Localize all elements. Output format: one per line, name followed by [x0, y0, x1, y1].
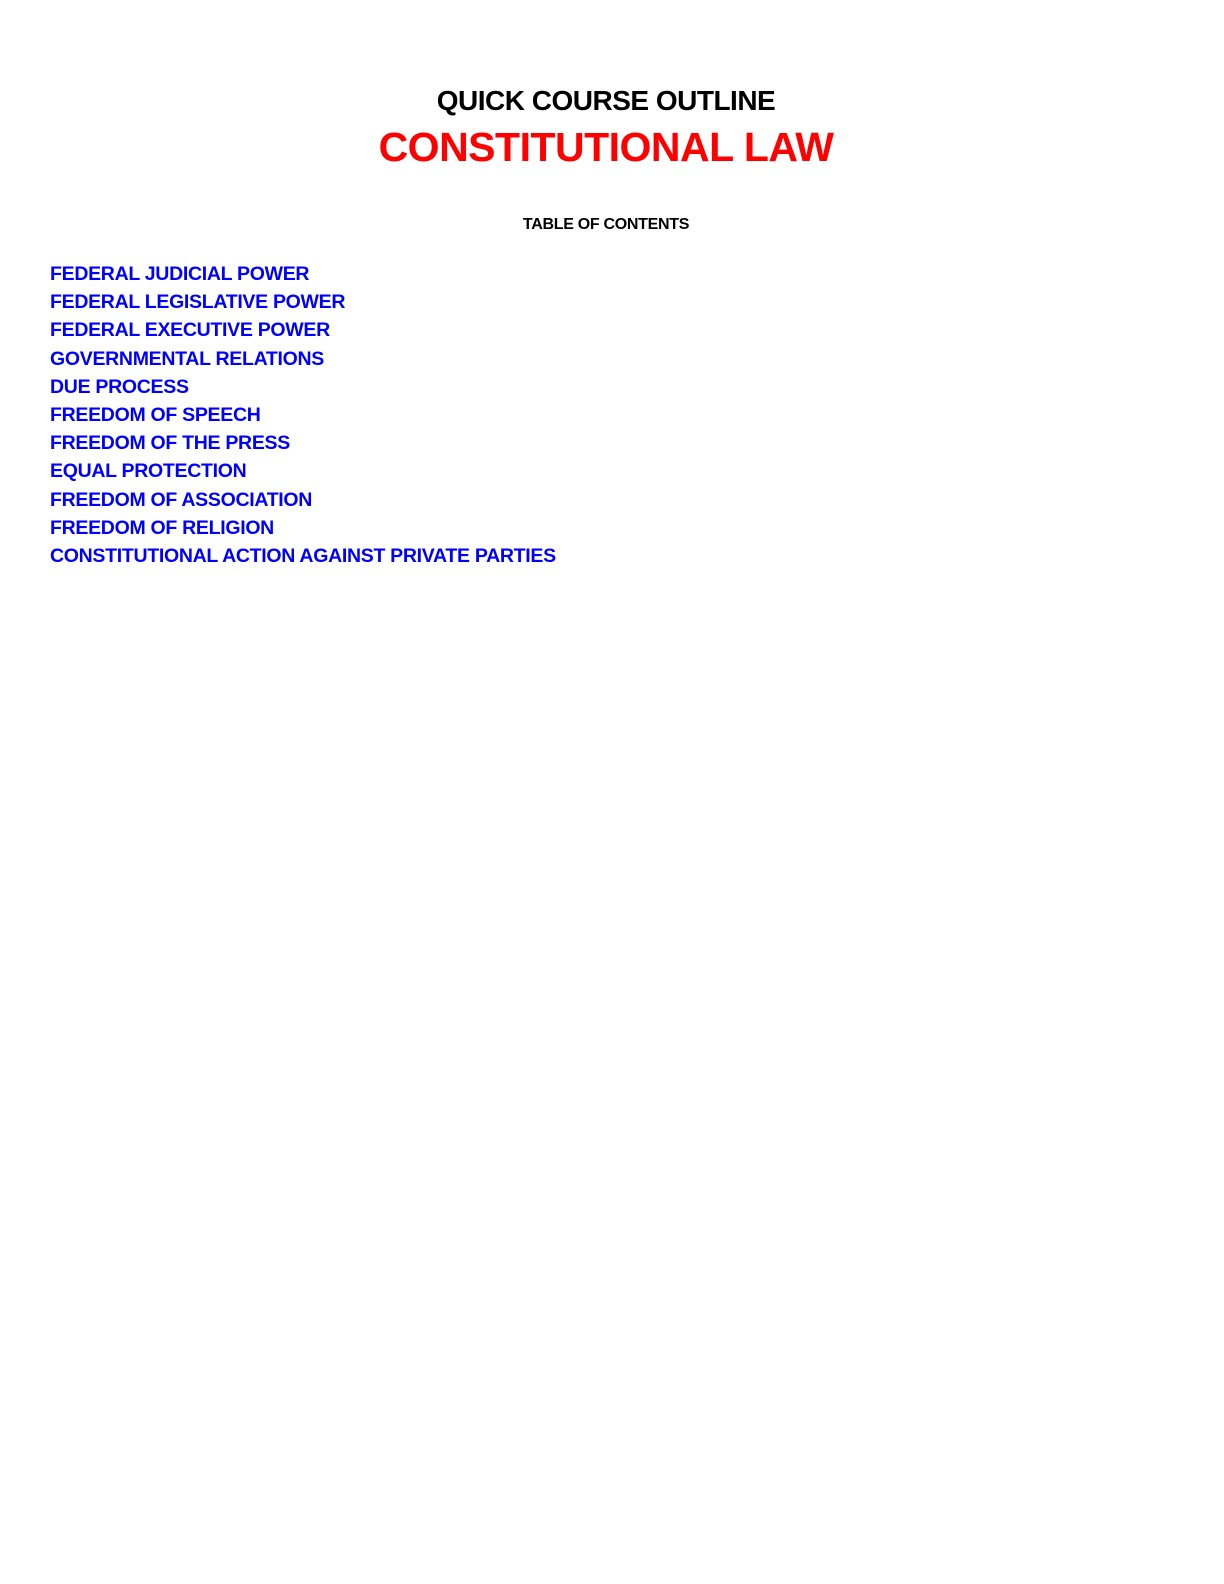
toc-link-freedom-of-association[interactable]: FREEDOM OF ASSOCIATION: [50, 488, 313, 511]
toc-link-federal-executive-power[interactable]: FEDERAL EXECUTIVE POWER: [50, 319, 330, 342]
document-title: CONSTITUTIONAL LAW: [378, 124, 834, 170]
toc-item: [50, 345, 556, 373]
toc-item: [50, 288, 556, 316]
course-outline-label: QUICK COURSE OUTLINE: [436, 85, 776, 116]
toc-link-due-process[interactable]: DUE PROCESS: [50, 375, 189, 398]
toc-item: [50, 260, 556, 288]
toc-item: [50, 373, 556, 401]
toc-link-freedom-of-the-press[interactable]: FREEDOM OF THE PRESS: [50, 432, 290, 455]
table-of-contents: [50, 260, 556, 570]
toc-link-governmental-relations[interactable]: GOVERNMENTAL RELATIONS: [50, 347, 324, 370]
toc-link-federal-judicial-power[interactable]: FEDERAL JUDICIAL POWER: [50, 263, 310, 285]
toc-link-equal-protection[interactable]: EQUAL PROTECTION: [50, 460, 247, 483]
toc-item: [50, 429, 556, 457]
toc-link-constitutional-action-against-private-parties[interactable]: CONSTITUTIONAL ACTION AGAINST PRIVATE PARTIES: [50, 544, 556, 567]
toc-link-freedom-of-speech[interactable]: FREEDOM OF SPEECH: [50, 403, 261, 426]
toc-item: [50, 486, 556, 514]
toc-link-freedom-of-religion[interactable]: FREEDOM OF RELIGION: [50, 516, 274, 539]
toc-link-federal-legislative-power[interactable]: FEDERAL LEGISLATIVE POWER: [50, 291, 346, 314]
toc-item: [50, 316, 556, 344]
toc-item: [50, 542, 556, 570]
toc-item: [50, 401, 556, 429]
toc-item: [50, 457, 556, 485]
table-of-contents-heading: TABLE OF CONTENTS: [522, 216, 690, 233]
toc-item: [50, 514, 556, 542]
document-header: [0, 84, 1212, 172]
